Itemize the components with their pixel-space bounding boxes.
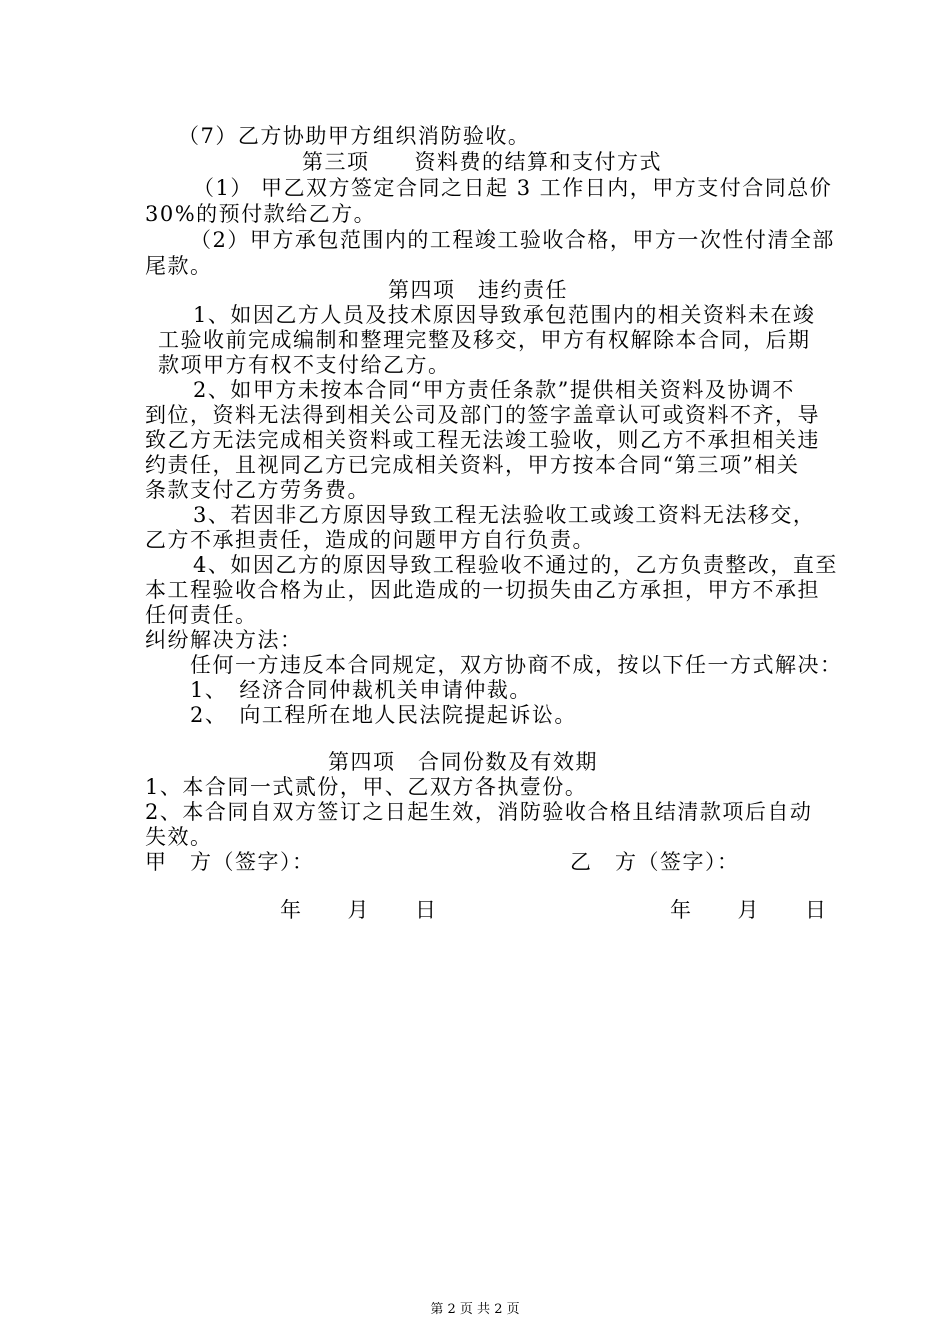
liability-clause-4-line-2: 本工程验收合格为止，因此造成的一切损失由乙方承担，甲方不承担	[145, 578, 820, 602]
payment-clause-1: （1） 甲乙双方签定合同之日起 3 工作日内，甲方支付合同总价	[193, 176, 833, 200]
party-b-date: 年 月 日	[670, 898, 828, 922]
liability-clause-1: 1、如因乙方人员及技术原因导致承包范围内的相关资料未在竣	[193, 303, 816, 327]
payment-clause-1-cont: 30%的预付款给乙方。	[145, 202, 377, 226]
copies-clause-2: 2、本合同自双方签订之日起生效，消防验收合格且结清款项后自动	[145, 800, 813, 824]
dispute-option-1: 1、 经济合同仲裁机关申请仲裁。	[190, 678, 532, 702]
copies-clause-2-cont: 失效。	[145, 825, 213, 849]
copies-clause-1: 1、本合同一式贰份，甲、乙双方各执壹份。	[145, 775, 588, 799]
copies-validity-heading: 第四项 合同份数及有效期	[328, 750, 598, 774]
liability-clause-2-line-5: 条款支付乙方劳务费。	[145, 478, 370, 502]
section-3-heading: 第三项 资料费的结算和支付方式	[302, 150, 662, 174]
liability-clause-1-line-2: 工验收前完成编制和整理完整及移交，甲方有权解除本合同，后期	[158, 328, 811, 352]
liability-clause-2-line-4: 约责任，且视同乙方已完成相关资料，甲方按本合同“第三项”相关	[145, 453, 800, 477]
dispute-option-2: 2、 向工程所在地人民法院提起诉讼。	[190, 703, 577, 727]
liability-clause-4-line-3: 任何责任。	[145, 603, 258, 627]
party-a-date: 年 月 日	[280, 898, 438, 922]
liability-clause-3-line-2: 乙方不承担责任，造成的问题甲方自行负责。	[145, 528, 595, 552]
liability-clause-4: 4、如因乙方的原因导致工程验收不通过的，乙方负责整改，直至	[193, 553, 838, 577]
section-4-heading: 第四项 违约责任	[388, 278, 568, 302]
payment-clause-2-cont: 尾款。	[145, 254, 213, 278]
liability-clause-3: 3、若因非乙方原因导致工程无法验收工或竣工资料无法移交，	[193, 503, 816, 527]
liability-clause-2-line-2: 到位，资料无法得到相关公司及部门的签字盖章认可或资料不齐，导	[145, 403, 820, 427]
liability-clause-2-line-3: 致乙方无法完成相关资料或工程无法竣工验收，则乙方不承担相关违	[145, 428, 820, 452]
payment-clause-2: （2）甲方承包范围内的工程竣工验收合格，甲方一次性付清全部	[190, 228, 835, 252]
party-a-signature-label: 甲 方（签字）：	[145, 850, 315, 874]
party-b-signature-label: 乙 方（签字）：	[570, 850, 740, 874]
dispute-heading: 纠纷解决方法：	[145, 628, 303, 652]
liability-clause-2: 2、如甲方未按本合同“甲方责任条款”提供相关资料及协调不	[193, 378, 795, 402]
page-footer: 第 2 页 共 2 页	[430, 1302, 520, 1317]
dispute-intro: 任何一方违反本合同规定，双方协商不成，按以下任一方式解决：	[190, 653, 843, 677]
clause-7: （7）乙方协助甲方组织消防验收。	[178, 124, 531, 148]
liability-clause-1-line-3: 款项甲方有权不支付给乙方。	[158, 353, 451, 377]
